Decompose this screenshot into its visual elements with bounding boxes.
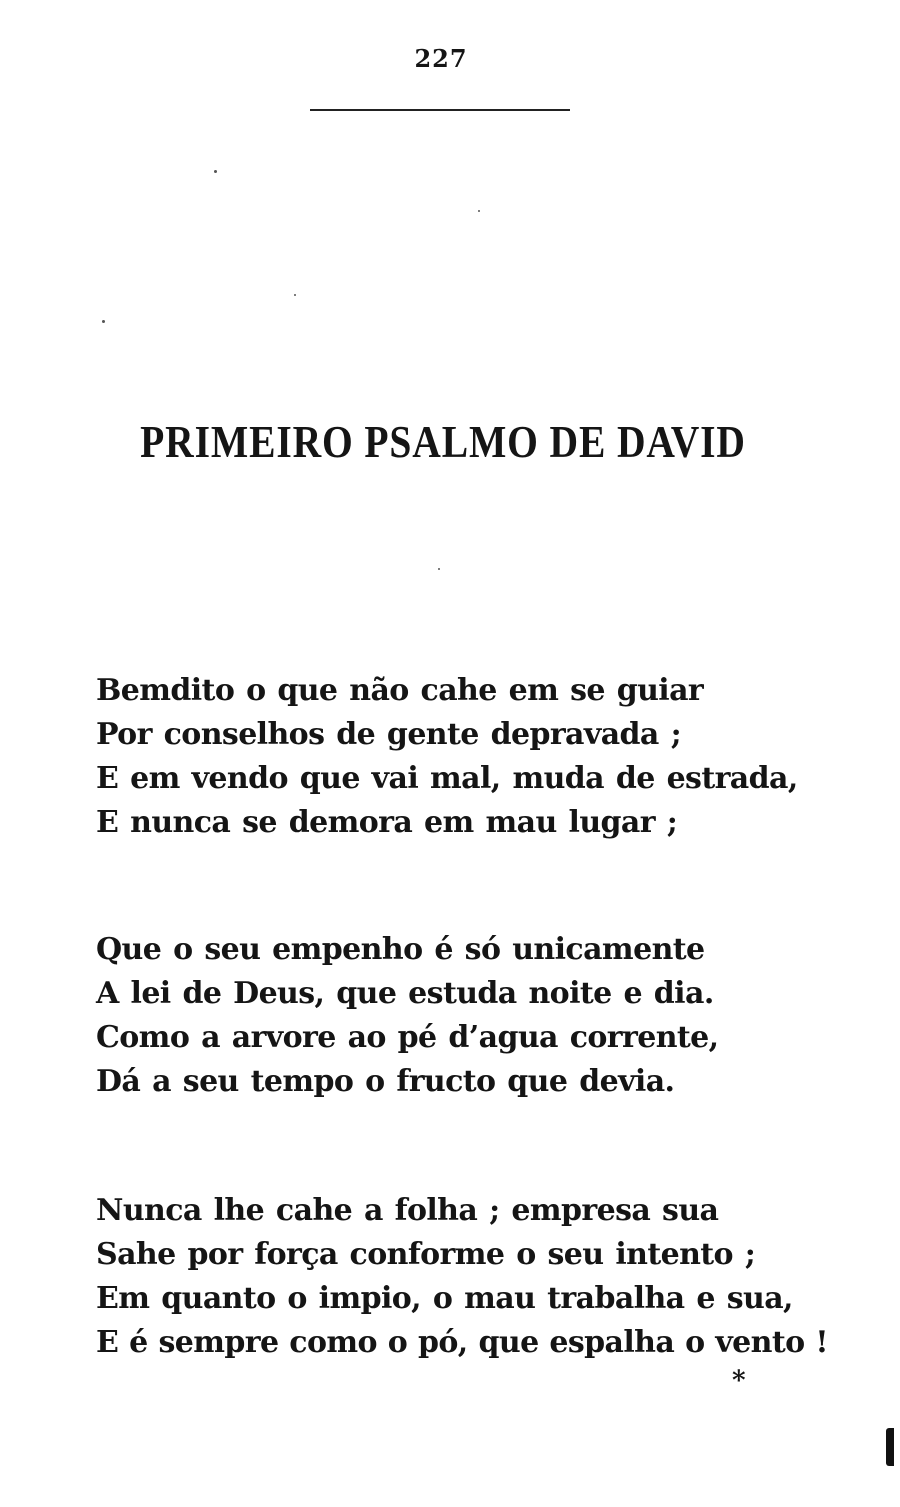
- header-rule: [310, 109, 570, 111]
- end-mark: *: [732, 1366, 746, 1396]
- stanza: [96, 928, 719, 1104]
- verse-line: E nunca se demora em mau lugar ;: [96, 805, 678, 840]
- speck: [102, 320, 105, 323]
- speck: [294, 294, 296, 296]
- stanza: [96, 669, 798, 845]
- verse-line: Sahe por força conforme o seu intento ;: [96, 1237, 756, 1272]
- verse-line: Bemdito o que não cahe em se guiar: [96, 673, 704, 708]
- verse-line: E é sempre como o pó, que espalha o vento !: [96, 1325, 828, 1360]
- poem-title: PRIMEIRO PSALMO DE DAVID: [140, 416, 746, 467]
- verse-line: E em vendo que vai mal, muda de estrada,: [96, 761, 798, 796]
- speck: [438, 568, 440, 570]
- page-edge-mark: [886, 1428, 894, 1466]
- verse-line: Por conselhos de gente depravada ;: [96, 717, 682, 752]
- verse-line: Como a arvore ao pé d’agua corrente,: [96, 1020, 719, 1055]
- page-number: 227: [414, 44, 468, 73]
- verse-line: Que o seu empenho é só unicamente: [96, 932, 705, 967]
- verse-line: Em quanto o impio, o mau trabalha e sua,: [96, 1281, 793, 1316]
- verse-line: A lei de Deus, que estuda noite e dia.: [96, 976, 714, 1011]
- stanza: [96, 1189, 828, 1365]
- verse-line: Nunca lhe cahe a folha ; empresa sua: [96, 1193, 719, 1228]
- verse-line: Dá a seu tempo o fructo que devia.: [96, 1064, 675, 1099]
- speck: [478, 210, 480, 212]
- speck: [214, 170, 217, 173]
